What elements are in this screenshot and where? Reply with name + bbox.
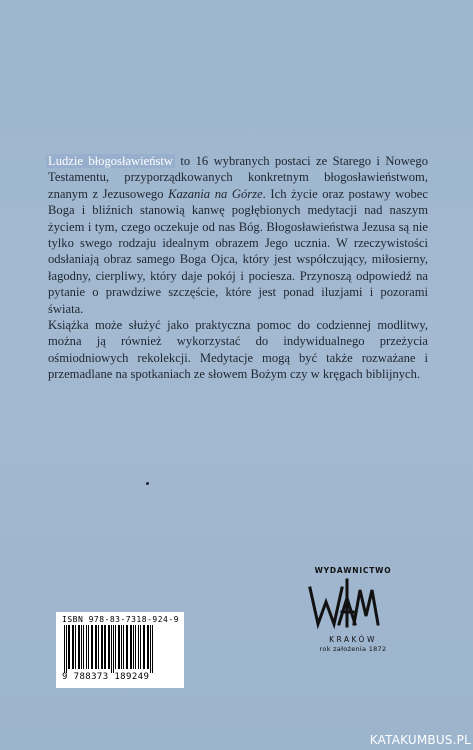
- publisher-label: WYDAWNICTWO: [314, 566, 392, 575]
- blurb-p1-italic: Kazania na Górze: [168, 186, 263, 201]
- barcode-bar: [83, 625, 84, 669]
- barcode-bar: [104, 625, 106, 669]
- barcode-bar: [150, 625, 151, 673]
- barcode-bar: [123, 625, 124, 669]
- barcode-bar: [133, 625, 134, 669]
- barcode-bars: [62, 625, 178, 673]
- blurb-paragraph-1: [48, 153, 428, 317]
- book-title-highlight: Ludzie błogosławieństw: [48, 154, 174, 168]
- barcode-bar: [64, 625, 65, 673]
- barcode-bar: [72, 625, 74, 669]
- isbn-label: ISBN 978-83-7318-924-9: [62, 615, 179, 624]
- barcode-bar: [113, 625, 114, 673]
- publisher-city: KRAKÓW: [329, 635, 377, 644]
- barcode-bar: [118, 625, 120, 669]
- barcode-bar: [95, 625, 97, 669]
- barcode-bar: [147, 625, 149, 669]
- blurb-paragraph-2: Książka może służyć jako praktyczna pomoc do codziennej modlitwy, można ją również wykorzystać do indywidualnego przeżycia ośmiodniowych rekolekcji. Medytacje mogą być także rozważane i przemadlane na spotkaniach ze słowem Bożym czy w kręgach biblijnych.: [48, 318, 428, 382]
- blurb-p1-part-a: to 16 wybranych postaci ze Starego i Nowego Testamentu, przyporządkowanych konkretnym błogosławieństwom, znanym z Jezusowego: [48, 154, 428, 201]
- barcode-bar: [135, 625, 136, 669]
- barcode-bar: [108, 625, 110, 669]
- barcode-bar: [115, 625, 116, 669]
- barcode-bar: [98, 625, 99, 669]
- isbn-barcode: [56, 612, 184, 688]
- decorative-dot: [146, 482, 149, 485]
- wam-logo-mark: [308, 578, 458, 634]
- ean-digits: 9 788373 189249: [62, 672, 150, 682]
- barcode-bar: [78, 625, 80, 669]
- barcode-bar: [81, 625, 82, 669]
- barcode-bar: [88, 625, 89, 669]
- barcode-bar: [91, 625, 93, 669]
- barcode-bar: [101, 625, 103, 669]
- blurb-p1-part-b: . Ich życie oraz postawy wobec Boga i bliźnich stanowią kanwę pogłębionych medytacji nad naszym życiem i tym, czego oczekuje od nas Bóg. Błogosławieństwa Jezusa są nie tylko swego rodzaju idealnym obrazem Jego ucznia. W rzeczywistości odsłaniają obraz samego Boga Ojca, który jest współczujący, miłosierny, łagodny, cierpliwy, który daje pokój i pociesza. Przynoszą odpowiedź na pytanie o prawdziwe szczęście, które jest ponad iluzjami i pozorami świata.: [48, 186, 428, 316]
- barcode-bar: [130, 625, 132, 669]
- barcode-bar: [152, 625, 153, 673]
- barcode-bar: [121, 625, 122, 669]
- barcode-bar: [75, 625, 76, 669]
- barcode-bar: [66, 625, 67, 673]
- barcode-bar: [126, 625, 128, 669]
- site-watermark: KATAKUMBUS.PL: [369, 733, 471, 747]
- barcode-bar: [68, 625, 70, 669]
- barcode-bar: [143, 625, 145, 669]
- barcode-bar: [140, 625, 141, 669]
- blurb-text: [48, 153, 428, 383]
- barcode-bar: [111, 625, 112, 673]
- publisher-logo: [308, 566, 458, 686]
- barcode-bar: [86, 625, 87, 669]
- barcode-bar: [138, 625, 139, 669]
- publisher-founded: rok założenia 1872: [319, 645, 387, 653]
